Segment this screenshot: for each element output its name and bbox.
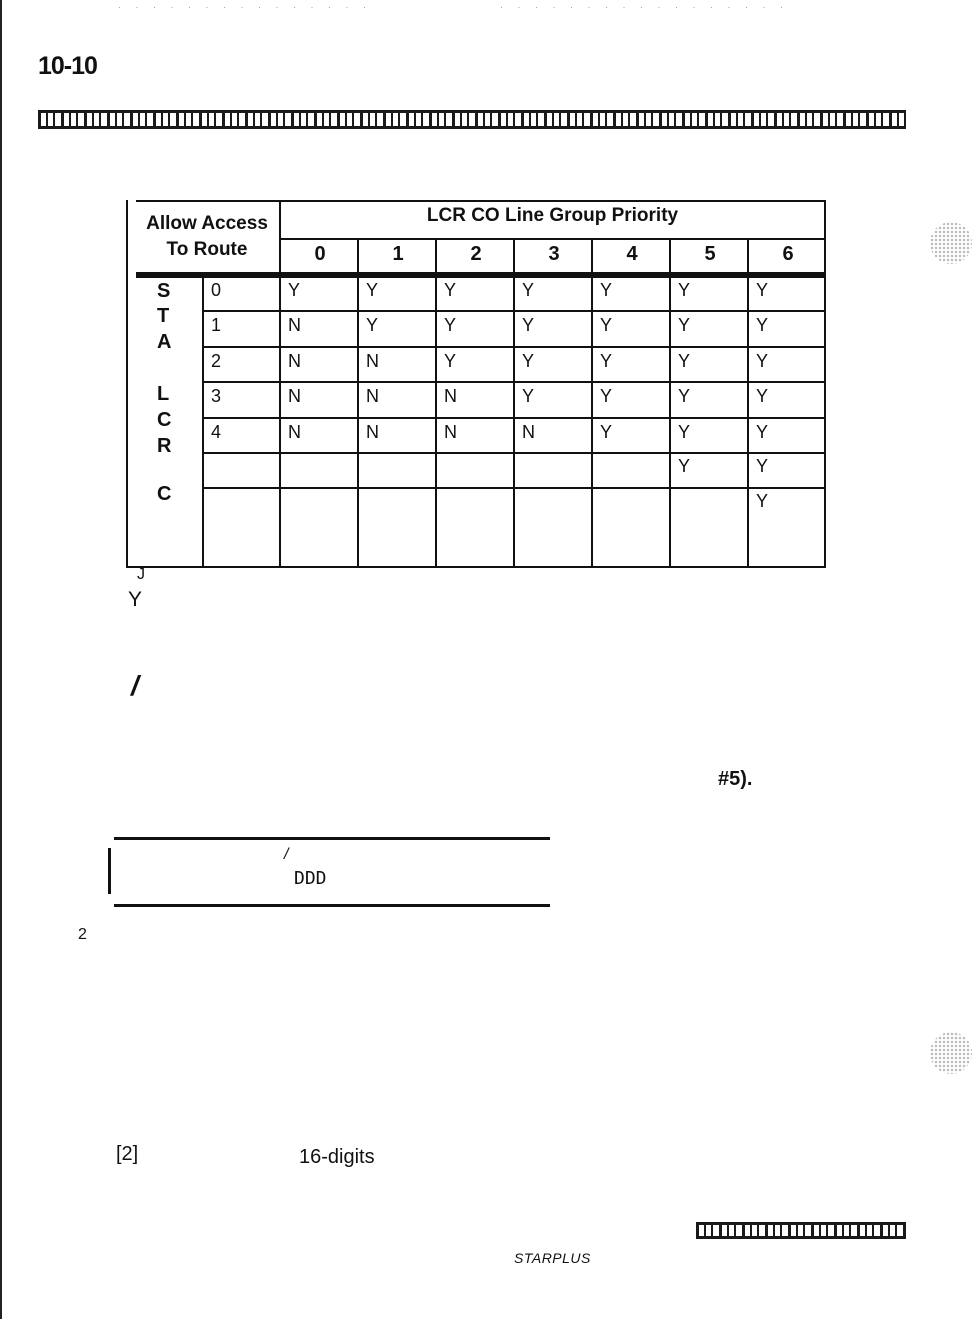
table-cell: Y	[444, 280, 457, 300]
side-letter: T	[157, 305, 170, 327]
digits-text: 16-digits	[299, 1146, 375, 1168]
table-cell: Y	[756, 315, 769, 335]
row-label: 0	[211, 280, 222, 300]
note-box-left-bar	[108, 848, 111, 894]
table-cell: Y	[600, 315, 613, 335]
table-cell: Y	[756, 456, 769, 476]
note-box-ddd: DDD	[294, 868, 327, 889]
table-cell: Y	[522, 280, 535, 300]
table-cell: N	[288, 422, 301, 442]
table-cell: Y	[756, 386, 769, 406]
decorative-border-bottom	[696, 1222, 906, 1239]
column-header-6: 6	[782, 243, 794, 265]
table-cell: Y	[678, 280, 691, 300]
table-cell: N	[444, 422, 457, 442]
table-cell: Y	[756, 280, 769, 300]
table-cell: N	[366, 386, 379, 406]
bracket-2: [2]	[116, 1143, 139, 1165]
table-cell: Y	[522, 315, 535, 335]
column-header-0: 0	[314, 243, 326, 265]
side-letter: S	[157, 280, 171, 302]
note-box-bottom-rule	[114, 904, 550, 907]
table-cell: Y	[288, 280, 301, 300]
table-cell: Y	[444, 315, 457, 335]
table-cell: Y	[600, 386, 613, 406]
side-letter: R	[157, 435, 172, 457]
table-cell: Y	[756, 491, 769, 511]
table-cell: N	[288, 386, 301, 406]
table-cell: Y	[444, 351, 457, 371]
table-cell: N	[522, 422, 535, 442]
table-title: LCR CO Line Group Priority	[426, 205, 679, 226]
side-letter: C	[157, 483, 172, 505]
table-cell: N	[288, 315, 301, 335]
left-margin-rule	[0, 0, 2, 1319]
table-cell: Y	[600, 422, 613, 442]
side-letter: L	[157, 383, 170, 405]
table-cell: Y	[678, 422, 691, 442]
footer-product: STARPLUS	[514, 1250, 591, 1266]
column-header-2: 2	[470, 243, 482, 265]
table-cell: Y	[600, 280, 613, 300]
fragment-slash: /	[131, 670, 139, 701]
row-label: 3	[211, 386, 222, 406]
margin-2: 2	[78, 926, 87, 943]
table-cell: Y	[678, 351, 691, 371]
row-label: 4	[211, 422, 222, 442]
column-header-5: 5	[704, 243, 716, 265]
scan-artifact	[930, 222, 972, 264]
table-cell: Y	[678, 386, 691, 406]
table-cell: Y	[600, 351, 613, 371]
table-cell: Y	[756, 422, 769, 442]
scan-noise: · · · · · · · · · · · · · · · · ·	[500, 2, 789, 12]
scan-artifact	[930, 1032, 972, 1074]
scan-noise: · · · · · · · · · · · · · · ·	[118, 2, 372, 12]
table-cell: Y	[522, 351, 535, 371]
table-cell: N	[366, 351, 379, 371]
side-letter: A	[157, 331, 172, 353]
table-cell: Y	[366, 315, 379, 335]
table-cell: Y	[678, 315, 691, 335]
column-header-1: 1	[392, 243, 404, 265]
column-header-3: 3	[548, 243, 560, 265]
table-cell: N	[366, 422, 379, 442]
fragment-y: Y	[128, 588, 143, 611]
note-box-top-rule	[114, 837, 550, 840]
fragment-ref-5: #5).	[718, 768, 753, 790]
table-cell: Y	[522, 386, 535, 406]
table-cell: Y	[366, 280, 379, 300]
corner-label-line1: Allow Access	[146, 213, 268, 234]
side-letter: C	[157, 409, 172, 431]
page-number: 10-10	[38, 52, 97, 80]
table-cell: N	[288, 351, 301, 371]
table-cell: Y	[756, 351, 769, 371]
row-label: 1	[211, 315, 222, 335]
corner-label-line2: To Route	[166, 239, 248, 260]
decorative-border-top	[38, 110, 906, 129]
row-label: 2	[211, 351, 222, 371]
table-cell: N	[444, 386, 457, 406]
fragment-j: J	[137, 566, 145, 583]
table-cell: Y	[678, 456, 691, 476]
column-header-4: 4	[626, 243, 638, 265]
note-box-slash: /	[284, 846, 289, 863]
